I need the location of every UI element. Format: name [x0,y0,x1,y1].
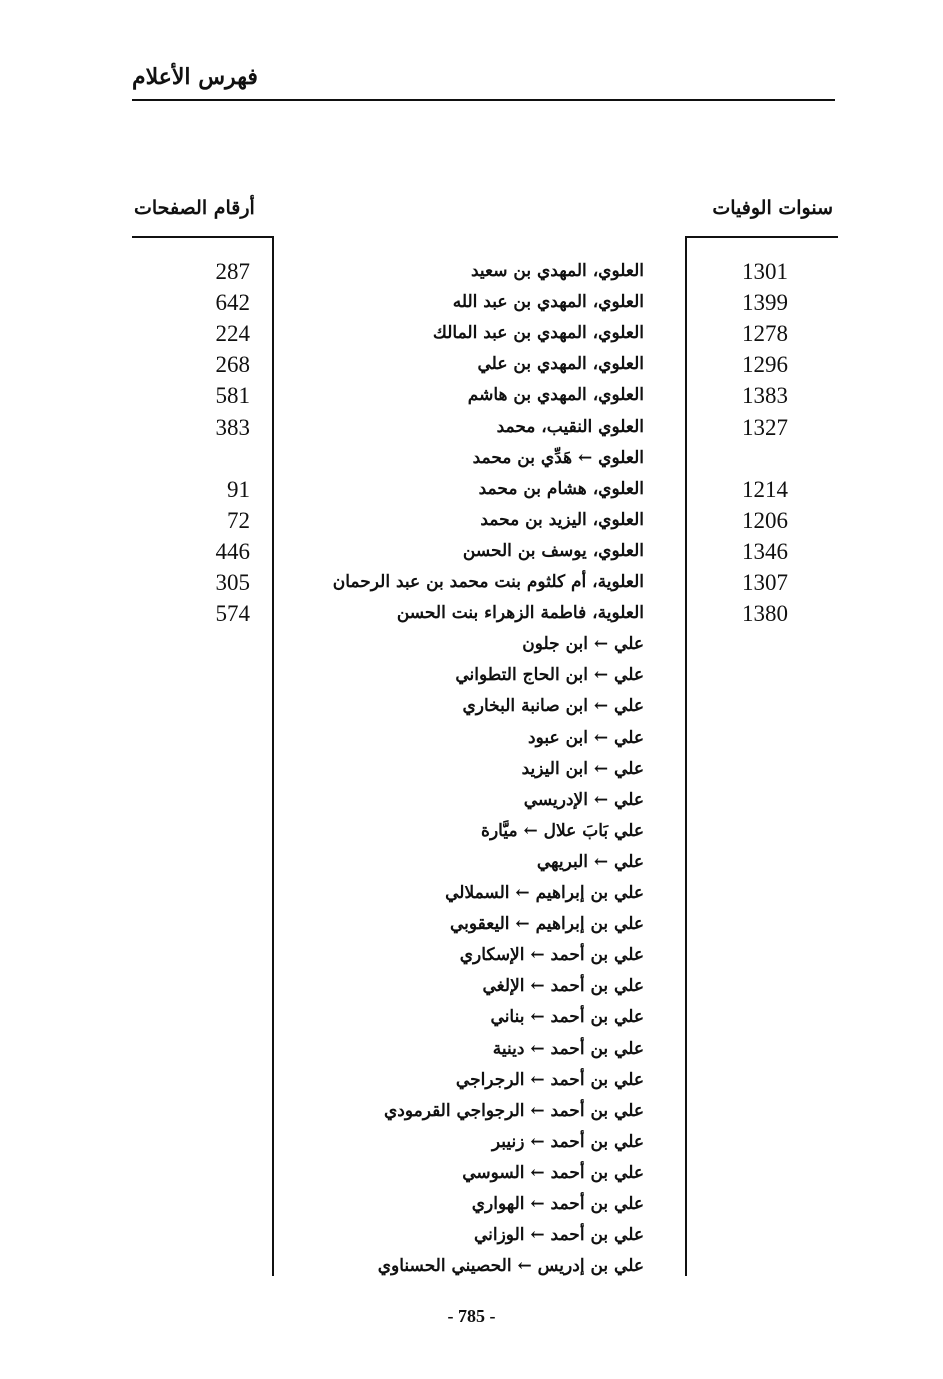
index-entry-row [0,1158,943,1189]
entry-name: علي بن أحمد ← الرجراجي [455,1069,644,1090]
entry-name: العلوي ← هَدِّي بن محمد [472,447,644,468]
index-entry-row [0,318,943,349]
entry-death-year: 1383 [742,383,788,409]
years-column-heading: سنوات الوفيات [712,197,833,219]
pages-column-rule [132,236,274,238]
entry-name: العلوي، المهدي بن عبد المالك [432,323,644,344]
entry-death-year: 1327 [742,414,788,440]
index-entry-row [0,598,943,629]
index-entry-row [0,785,943,816]
entry-name: العلوي، هشام بن محمد [478,478,644,499]
entry-name: العلوي، اليزيد بن محمد [480,509,644,530]
entry-death-year: 1301 [742,259,788,284]
footer-page-number: - 785 - [447,1306,496,1326]
index-entry-row [0,847,943,878]
entry-page-number: 581 [215,383,250,409]
entry-name: علي بن أحمد ← الوزاني [473,1225,644,1246]
entry-death-year: 1278 [742,321,788,347]
index-entry-row [0,443,943,474]
index-entry-row [0,691,943,722]
index-entry-row [0,1127,943,1158]
entry-name: العلوي، المهدي بن هاشم [467,385,644,406]
index-entry-row [0,567,943,598]
entry-name: علي بن إبراهيم ← السملالي [445,883,644,903]
entry-page-number: 224 [215,321,250,347]
entry-name: العلوية، أم كلثوم بنت محمد بن عبد الرحمان [332,572,644,592]
entry-page-number: 268 [215,352,250,378]
entry-name: علي بن أحمد ← الإسكاري [459,945,644,966]
entry-name: علي بن أحمد ← زنيبر [491,1131,644,1152]
entry-name: علي بن أحمد ← السوسي [462,1162,644,1183]
page-header-title: فهرس الأعلام [132,64,258,90]
entry-name: علي ← ابن صانبة البخاري [462,696,644,717]
entry-name: علي بن أحمد ← بناني [490,1007,644,1028]
index-entry-row [0,1096,943,1127]
index-entry-row [0,940,943,971]
entry-name: علي ← ابن الحاج التطواني [455,665,644,686]
entry-name: علي ← الإدريسي [523,789,644,810]
entry-name: علي بن أحمد ← الهواري [471,1194,644,1214]
entry-name: علي بن أحمد ← الرجواجي القرمودي [383,1100,644,1121]
entry-name: العلوي، يوسف بن الحسن [462,540,644,561]
index-entry-row [0,660,943,691]
index-entry-row [0,629,943,660]
pages-column-heading: أرقام الصفحات [134,197,255,219]
entry-name: العلوي، المهدي بن سعيد [470,261,644,281]
index-entry-row [0,1189,943,1220]
entry-name: علي ← ابن جلون [522,634,644,655]
years-column-rule [685,236,838,238]
entry-death-year: 1346 [742,538,788,564]
index-entry-row [0,1220,943,1251]
index-entry-row [0,1065,943,1096]
index-entry-row [0,256,943,287]
index-entry-row [0,723,943,754]
entry-page-number: 287 [215,259,250,284]
entry-page-number: 305 [215,570,250,595]
index-entry-row [0,536,943,567]
entry-page-number: 383 [215,414,250,440]
entry-name: علي ← ابن عبود [528,727,644,748]
entry-name: العلوي النقيب، محمد [496,416,644,437]
entry-name: علي بن أحمد ← دينية [492,1038,644,1059]
index-entry-row [0,474,943,505]
header-divider [132,99,835,101]
index-entry-row [0,909,943,940]
entry-page-number: 446 [215,538,250,564]
entry-name: علي بن أحمد ← الإلغي [482,976,644,997]
index-entry-row [0,878,943,909]
entry-name: علي بن إبراهيم ← اليعقوبي [449,914,644,935]
entry-name: علي ← ابن اليزيد [521,758,644,779]
entry-name: علي ← البريهي [536,851,644,872]
entry-death-year: 1307 [742,570,788,595]
index-entry-row [0,1034,943,1065]
entry-name: علي بَابَ علال ← ميَّارة [481,820,644,841]
index-entry-row [0,380,943,411]
index-entry-row [0,754,943,785]
index-entry-row [0,412,943,443]
entry-name: العلوي، المهدي بن عبد الله [452,292,644,313]
index-entry-row [0,349,943,380]
index-entry-row [0,505,943,536]
entry-death-year: 1380 [742,601,788,627]
entry-page-number: 72 [227,507,250,533]
entry-death-year: 1296 [742,352,788,378]
entry-death-year: 1399 [742,290,788,316]
entry-name: علي بن إدريس ← الحصيني الحسناوي [377,1256,644,1277]
index-entry-row [0,1002,943,1033]
index-entry-row [0,971,943,1002]
index-entry-row [0,816,943,847]
entry-page-number: 642 [215,290,250,316]
entry-name: العلوية، فاطمة الزهراء بنت الحسن [396,603,644,624]
entry-death-year: 1214 [742,476,788,502]
entry-death-year: 1206 [742,507,788,533]
entry-page-number: 91 [227,476,250,502]
index-entry-row [0,1251,943,1282]
entry-name: العلوي، المهدي بن علي [477,354,644,375]
entry-page-number: 574 [215,601,250,627]
index-entry-row [0,287,943,318]
